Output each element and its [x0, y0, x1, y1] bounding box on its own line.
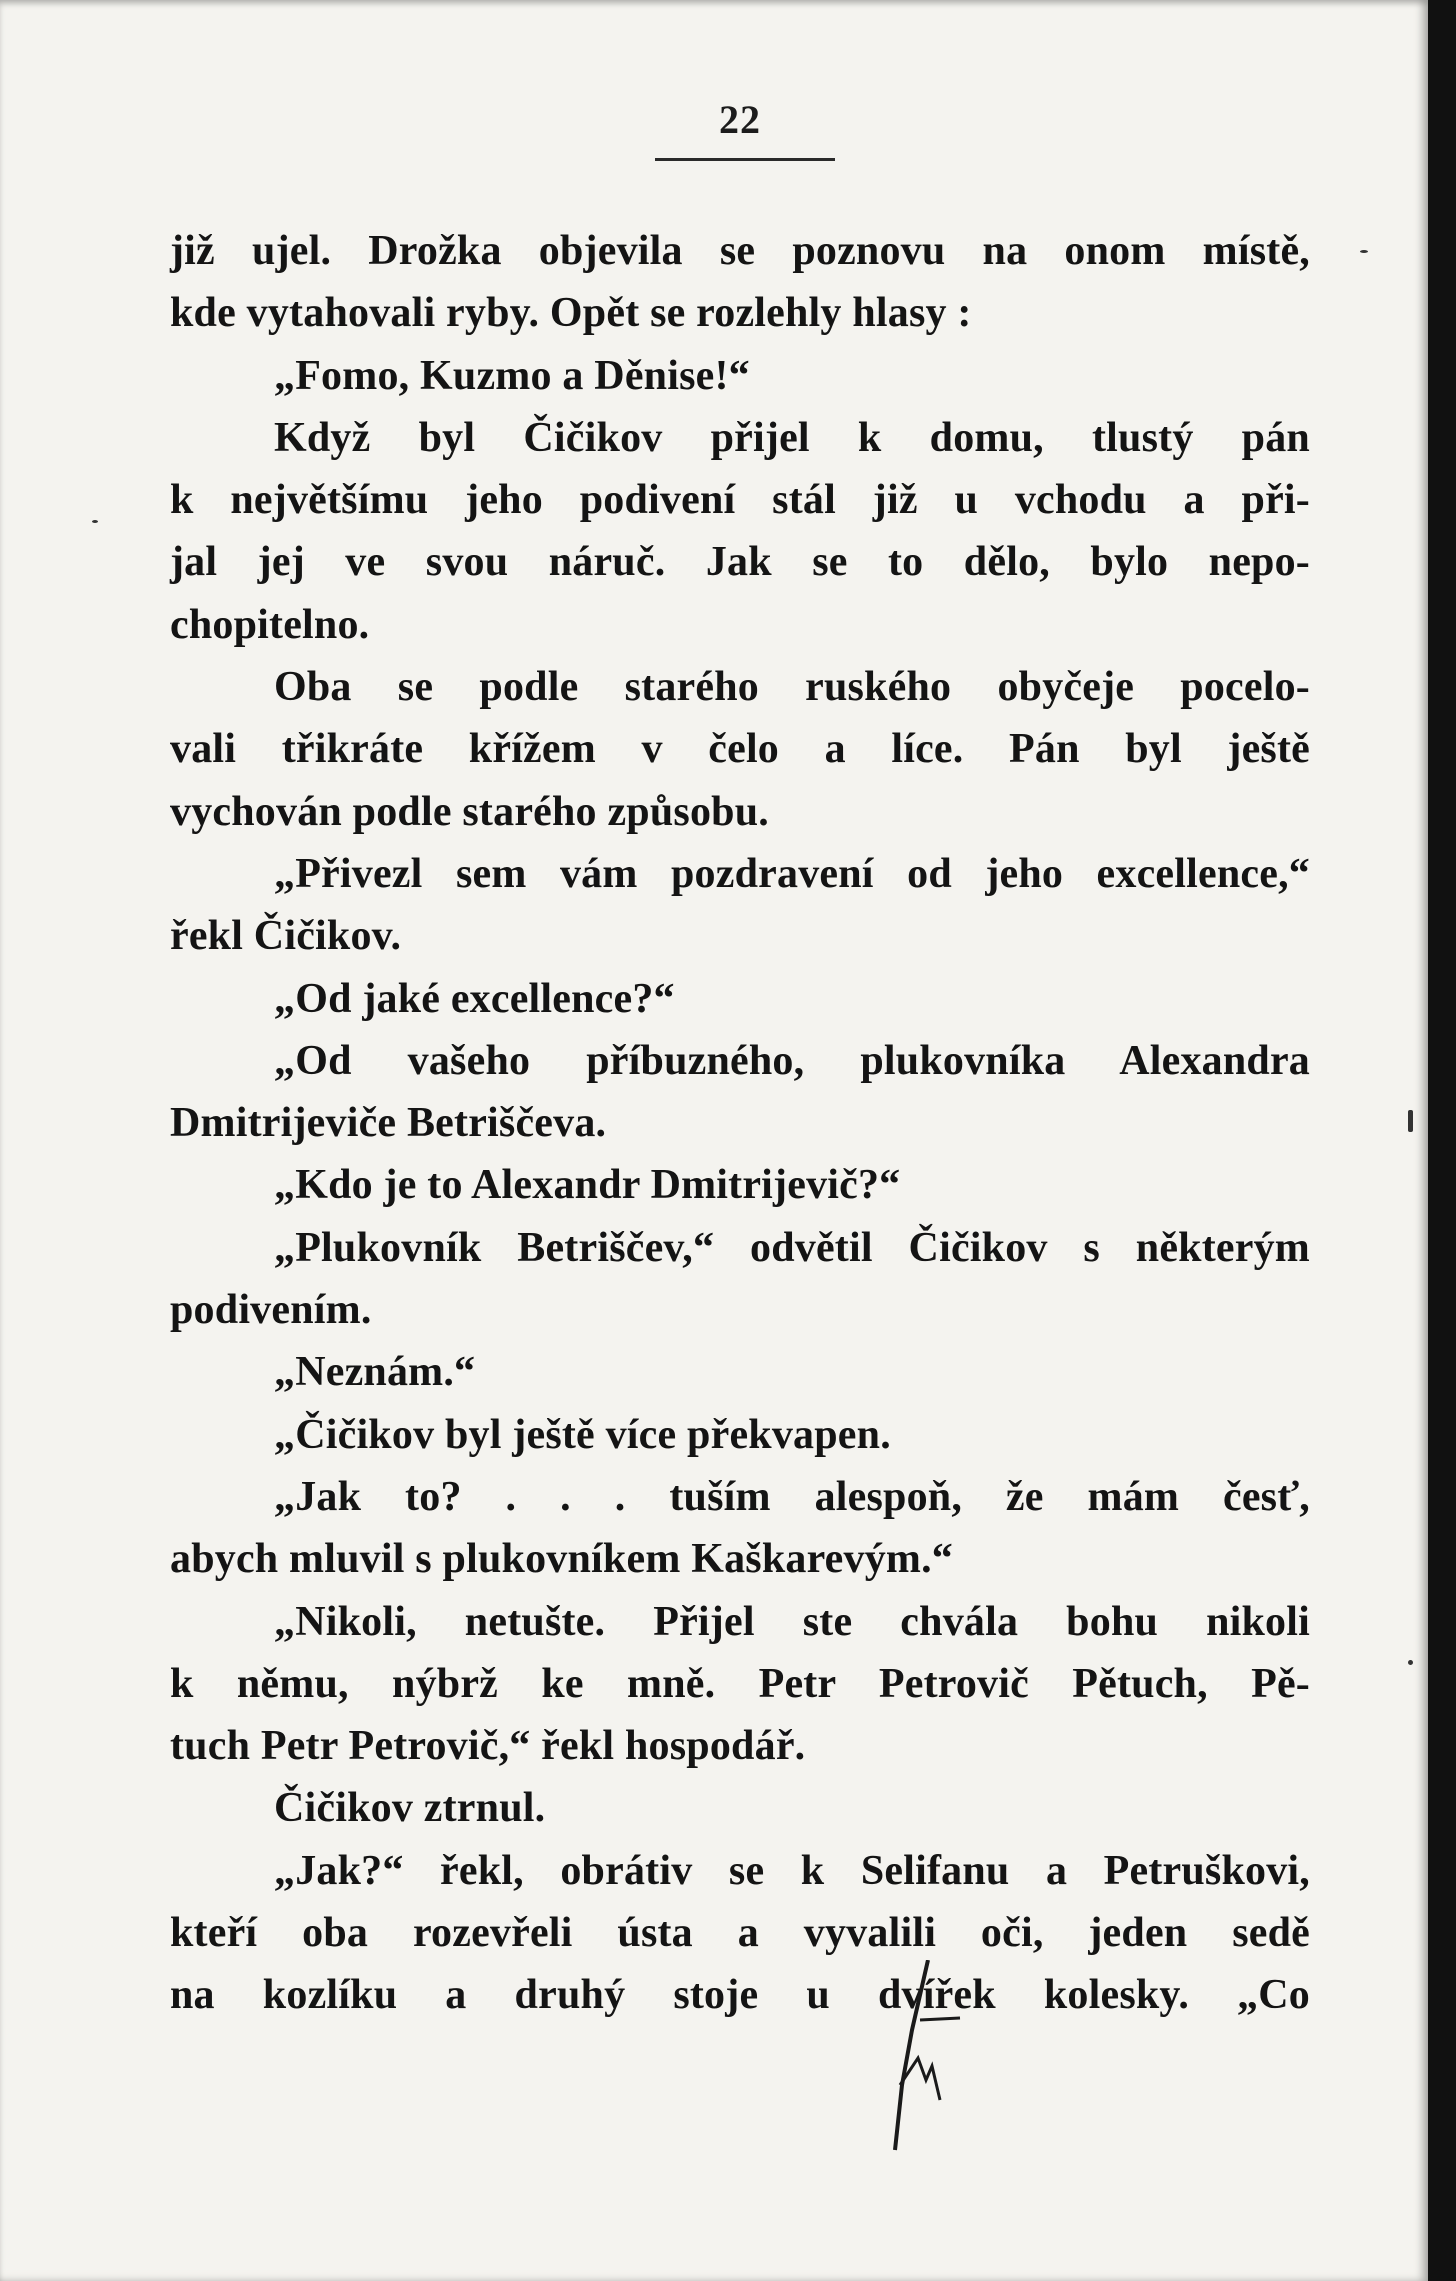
text-line: řekl Čičikov.	[170, 913, 402, 960]
text-line: abych mluvil s plukovníkem Kaškarevým.“	[170, 1536, 953, 1583]
text-line: k největšímu jeho podivení stál již u vchodu a při-	[170, 477, 1310, 524]
text-line: Čičikov ztrnul.	[274, 1785, 546, 1832]
pen-mark	[860, 1960, 970, 2160]
text-line: „Kdo je to Alexandr Dmitrijevič?“	[274, 1162, 901, 1209]
text-line: „Neznám.“	[274, 1349, 476, 1396]
header-rule	[655, 158, 835, 161]
paper-speck	[1408, 1110, 1413, 1132]
text-line: chopitelno.	[170, 601, 370, 648]
body-text	[170, 220, 1310, 2027]
text-line: vychován podle starého způsobu.	[170, 788, 769, 835]
text-line: „Nikoli, netušte. Přijel ste chvála bohu nikoli	[274, 1598, 1310, 1645]
text-line: „Plukovník Betriščev,“ odvětil Čičikov s některým	[274, 1224, 1310, 1271]
text-line: Dmitrijeviče Betriščeva.	[170, 1100, 607, 1147]
text-line: „Přivezl sem vám pozdravení od jeho excellence,“	[274, 850, 1310, 897]
text-line: „Čičikov byl ještě více překvapen.	[274, 1411, 891, 1458]
page-number: 22	[719, 97, 761, 142]
text-line: Když byl Čičikov přijel k domu, tlustý pán	[274, 414, 1310, 461]
paper-speck	[1360, 250, 1368, 253]
text-line: jal jej ve svou náruč. Jak se to dělo, bylo nepo-	[170, 539, 1310, 586]
text-line: Oba se podle starého ruského obyčeje pocelo-	[274, 664, 1310, 711]
text-line: „Jak?“ řekl, obrátiv se k Selifanu a Petruškovi,	[274, 1847, 1310, 1894]
text-line: již ujel. Drožka objevila se poznovu na onom místě,	[170, 228, 1310, 274]
text-line: „Fomo, Kuzmo a Děnise!“	[274, 352, 750, 399]
text-line: na kozlíku a druhý stoje u dvířek kolesky. „Co	[170, 1972, 1310, 2019]
text-line: „Od vašeho příbuzného, plukovníka Alexandra	[274, 1037, 1310, 1084]
text-line: tuch Petr Petrovič,“ řekl hospodář.	[170, 1723, 806, 1770]
paper-speck	[92, 520, 98, 523]
paper-speck	[1408, 1660, 1413, 1665]
text-line: kteří oba rozevřeli ústa a vyvalili oči, jeden sedě	[170, 1910, 1310, 1957]
text-line: k němu, nýbrž ke mně. Petr Petrovič Pětuch, Pě-	[170, 1660, 1310, 1707]
text-line: „Od jaké excellence?“	[274, 975, 675, 1022]
book-spine-edge	[1428, 0, 1456, 2281]
text-line: kde vytahovali ryby. Opět se rozlehly hlasy :	[170, 290, 972, 337]
text-line: „Jak to? . . . tuším alespoň, že mám česť,	[274, 1473, 1310, 1520]
text-line: podivením.	[170, 1287, 372, 1334]
text-line: vali třikráte křížem v čelo a líce. Pán byl ještě	[170, 726, 1310, 773]
